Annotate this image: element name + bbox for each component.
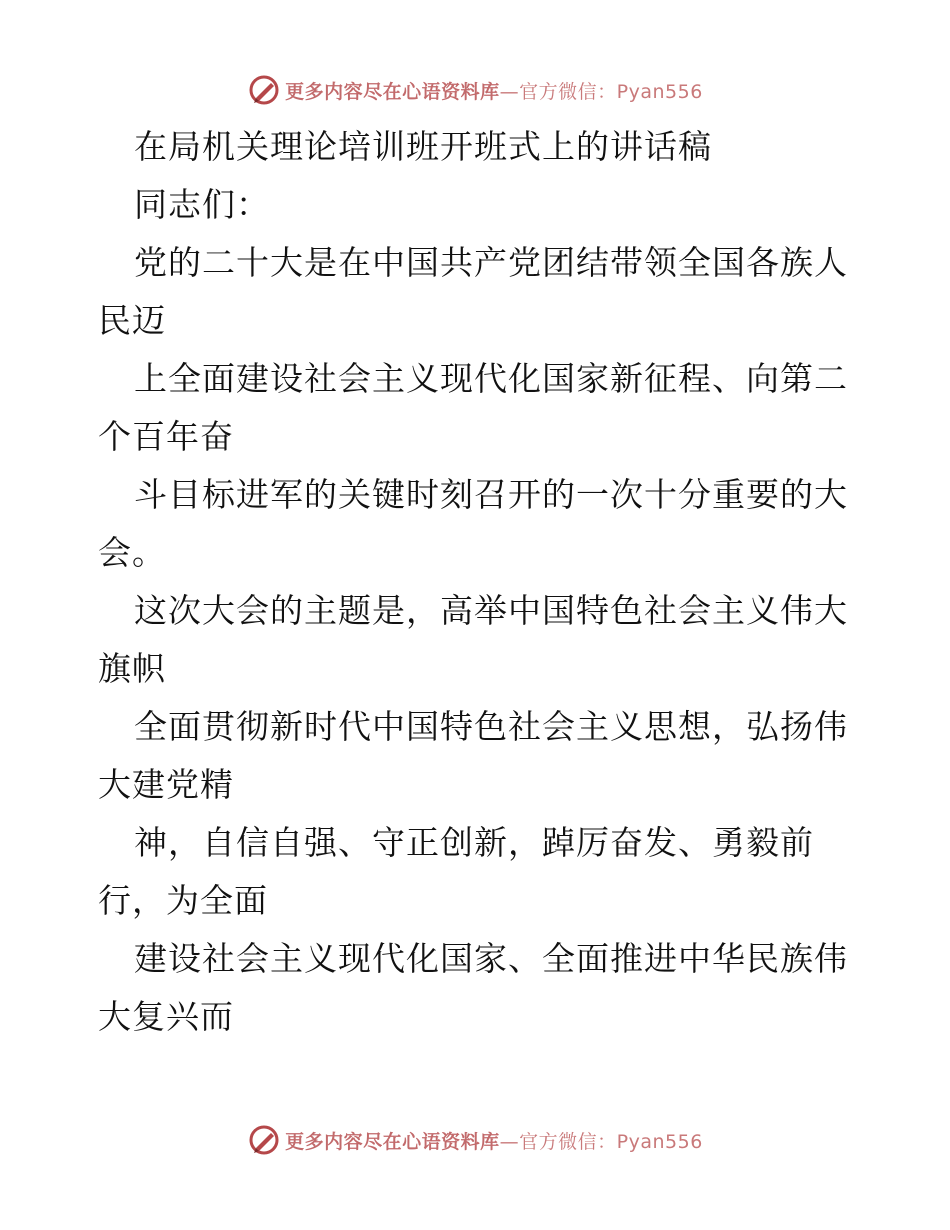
- paragraph-line: 会。: [98, 533, 166, 572]
- paragraph-line: 党的二十大是在中国共产党团结带领全国各族人: [134, 243, 848, 282]
- document-title: 在局机关理论培训班开班式上的讲话稿: [134, 127, 712, 166]
- paragraph-line: 全面贯彻新时代中国特色社会主义思想，弘扬伟: [134, 707, 848, 746]
- paragraph-line: 大建党精: [98, 765, 234, 804]
- paragraph-line: 建设社会主义现代化国家、全面推进中华民族伟: [134, 939, 848, 978]
- header-watermark: [0, 70, 950, 110]
- salutation: 同志们：: [134, 185, 270, 224]
- document-body: [98, 118, 858, 1046]
- paragraph-line: 上全面建设社会主义现代化国家新征程、向第二: [134, 359, 848, 398]
- paragraph-line: 行，为全面: [98, 881, 268, 920]
- watermark-text: 更多内容尽在心语资料库—官方微信：Pyan556: [285, 80, 703, 103]
- paragraph-line: 神，自信自强、守正创新，踔厉奋发、勇毅前: [134, 823, 814, 862]
- watermark-text: 更多内容尽在心语资料库—官方微信：Pyan556: [285, 1130, 703, 1153]
- paragraph-line: 个百年奋: [98, 417, 234, 456]
- footer-watermark: [0, 1120, 950, 1160]
- paragraph-line: 旗帜: [98, 649, 166, 688]
- paragraph-line: 民迈: [98, 301, 166, 340]
- paragraph-line: 斗目标进军的关键时刻召开的一次十分重要的大: [134, 475, 848, 514]
- pen-logo-icon: [247, 73, 281, 107]
- paragraph-line: 大复兴而: [98, 997, 234, 1036]
- pen-logo-icon: [247, 1123, 281, 1157]
- paragraph-line: 这次大会的主题是，高举中国特色社会主义伟大: [134, 591, 848, 630]
